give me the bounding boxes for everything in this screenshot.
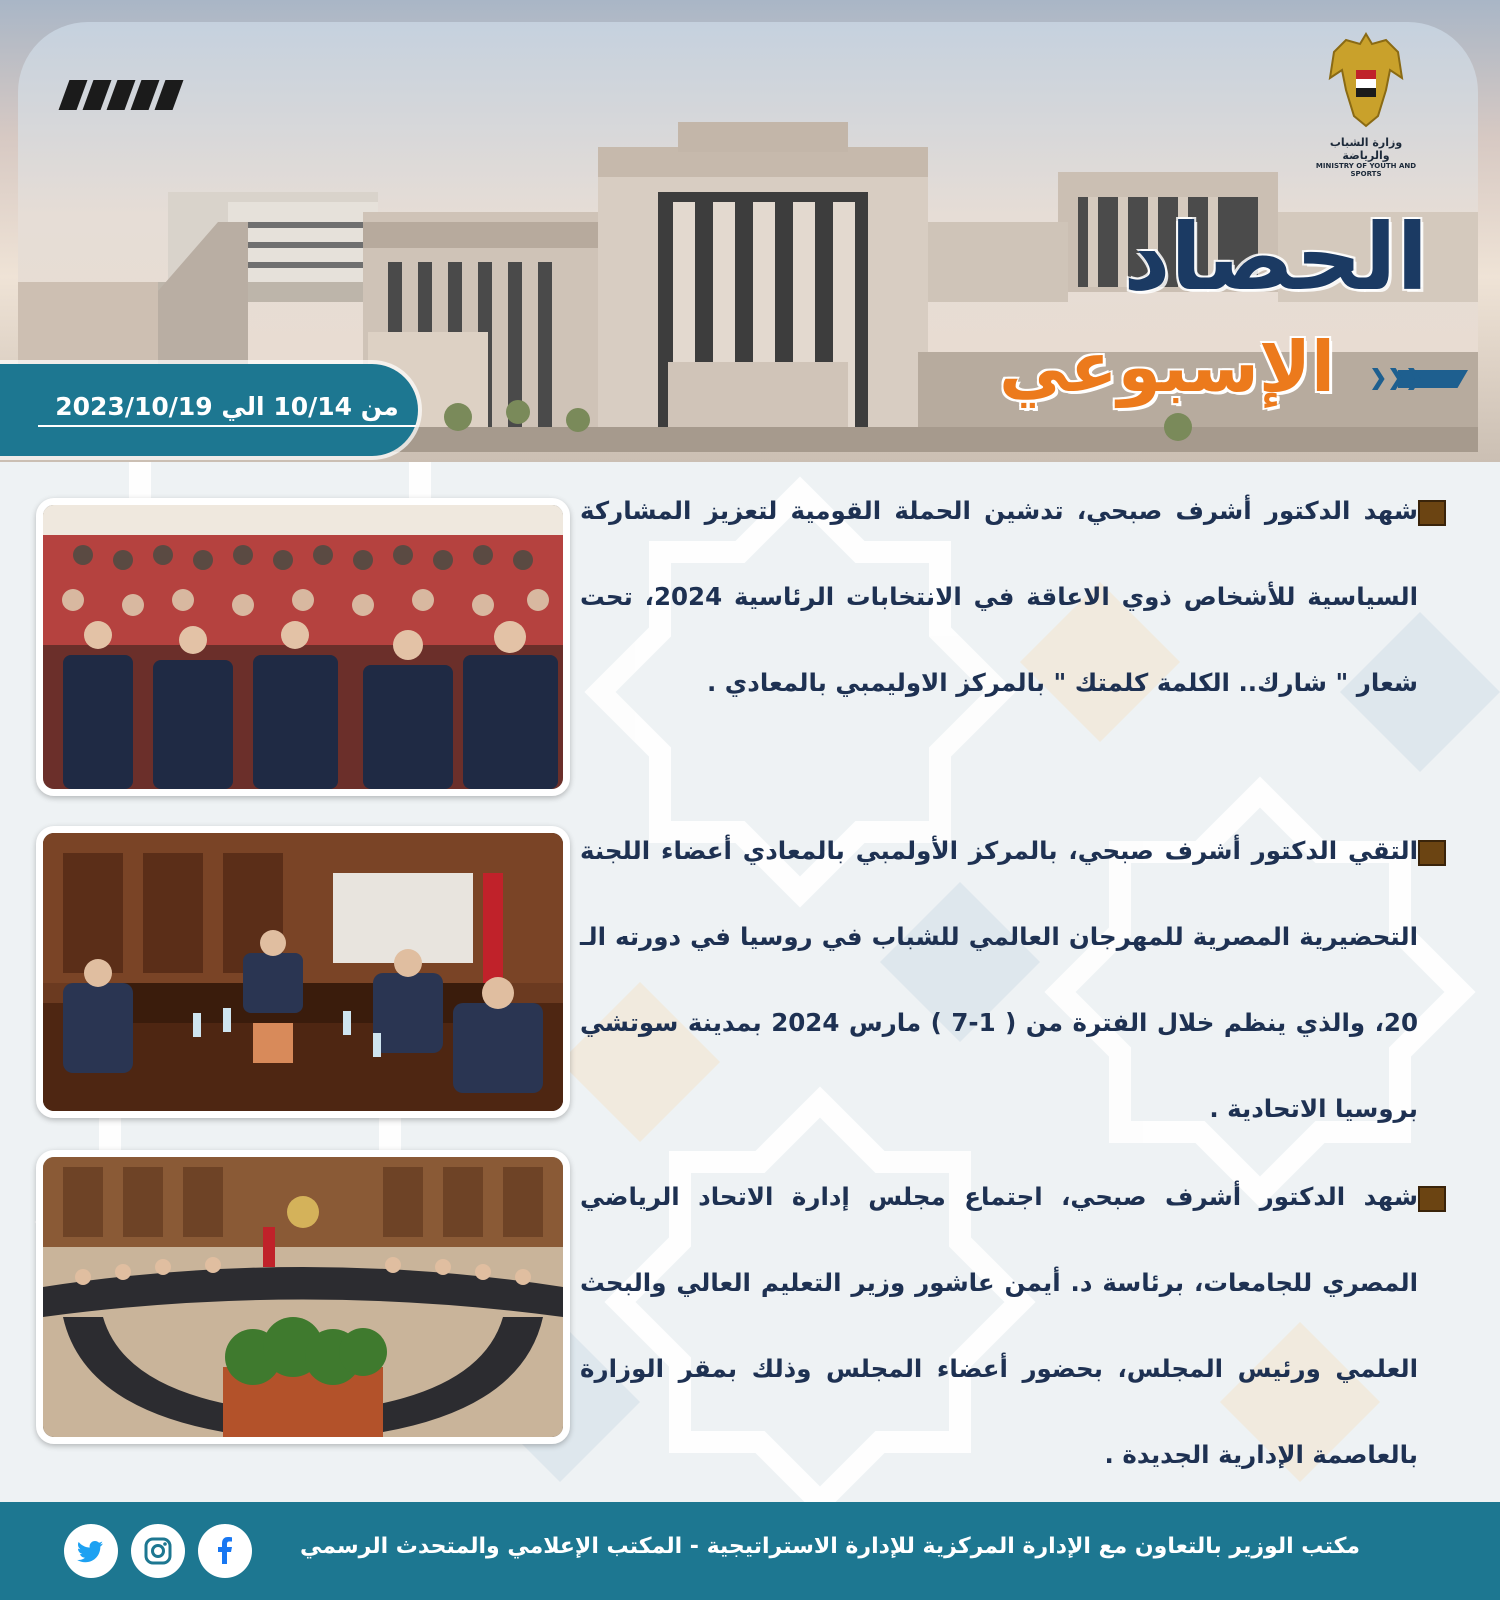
news-item-2 <box>580 832 1446 1152</box>
decorative-stripes <box>58 80 178 110</box>
bullet-square-icon <box>1418 500 1446 526</box>
news-item-2-text: التقي الدكتور أشرف صبحي، بالمركز الأولمبي بالمعادي أعضاء اللجنة التحضيرية المصرية للمهرجان العالمي للشباب في روسيا في دورته الـ 20، والذي ينظم خلال الفترة من ( 1-7 ) مارس 2024 بمدينة سوتشي بروسيا الاتحادية . <box>580 836 1419 1123</box>
news-item-1-text: شهد الدكتور أشرف صبحي، تدشين الحملة القومية لتعزيز المشاركة السياسية للأشخاص ذوي الاعاقة في الانتخابات الرئاسية 2024، تحت شعار " شارك.. الكلمة كلمتك " بالمركز الاوليمبي بالمعادي . <box>580 496 1418 697</box>
header-banner <box>0 0 1500 462</box>
twitter-icon[interactable] <box>64 1524 118 1578</box>
ministry-name-ar: وزارة الشباب والرياضة <box>1329 136 1403 162</box>
photo-item-2 <box>36 826 570 1118</box>
date-range-text: من 10/14 الي 2023/10/19 <box>38 392 416 427</box>
instagram-icon[interactable] <box>131 1524 185 1578</box>
photo-item-3 <box>36 1150 570 1444</box>
council-hall-photo <box>43 1157 563 1437</box>
news-item-3-text: شهد الدكتور أشرف صبحي، اجتماع مجلس إدارة الاتحاد الرياضي المصري للجامعات، برئاسة د. أيمن عاشور وزير التعليم العالي والبحث العلمي ورئيس المجلس، بحضور أعضاء المجلس وذلك بمقر الوزارة بالعاصمة الإدارية الجديدة . <box>580 1182 1418 1469</box>
ministry-logo <box>1306 30 1426 178</box>
title-weekly: الإسبوعي <box>998 326 1335 408</box>
photo-item-1 <box>36 498 570 796</box>
ministry-name-en: MINISTRY OF YOUTH AND SPORTS <box>1315 162 1417 178</box>
footer-bar <box>0 1502 1500 1600</box>
news-item-1 <box>580 492 1446 726</box>
news-item-3 <box>580 1178 1446 1498</box>
bullet-square-icon <box>1418 1186 1446 1212</box>
facebook-icon[interactable] <box>198 1524 252 1578</box>
content-area <box>0 462 1500 1502</box>
meeting-table-photo <box>43 833 563 1111</box>
eagle-emblem-icon <box>1326 30 1406 130</box>
bullet-square-icon <box>1418 840 1446 866</box>
chevron-arrows-icon <box>1372 368 1422 390</box>
auditorium-audience-photo <box>43 505 563 789</box>
footer-credit-text: مكتب الوزير بالتعاون مع الإدارة المركزية للإدارة الاستراتيجية - المكتب الإعلامي والمتحدث الرسمي <box>300 1534 1360 1559</box>
title-harvest: الحصاد <box>1123 204 1428 311</box>
